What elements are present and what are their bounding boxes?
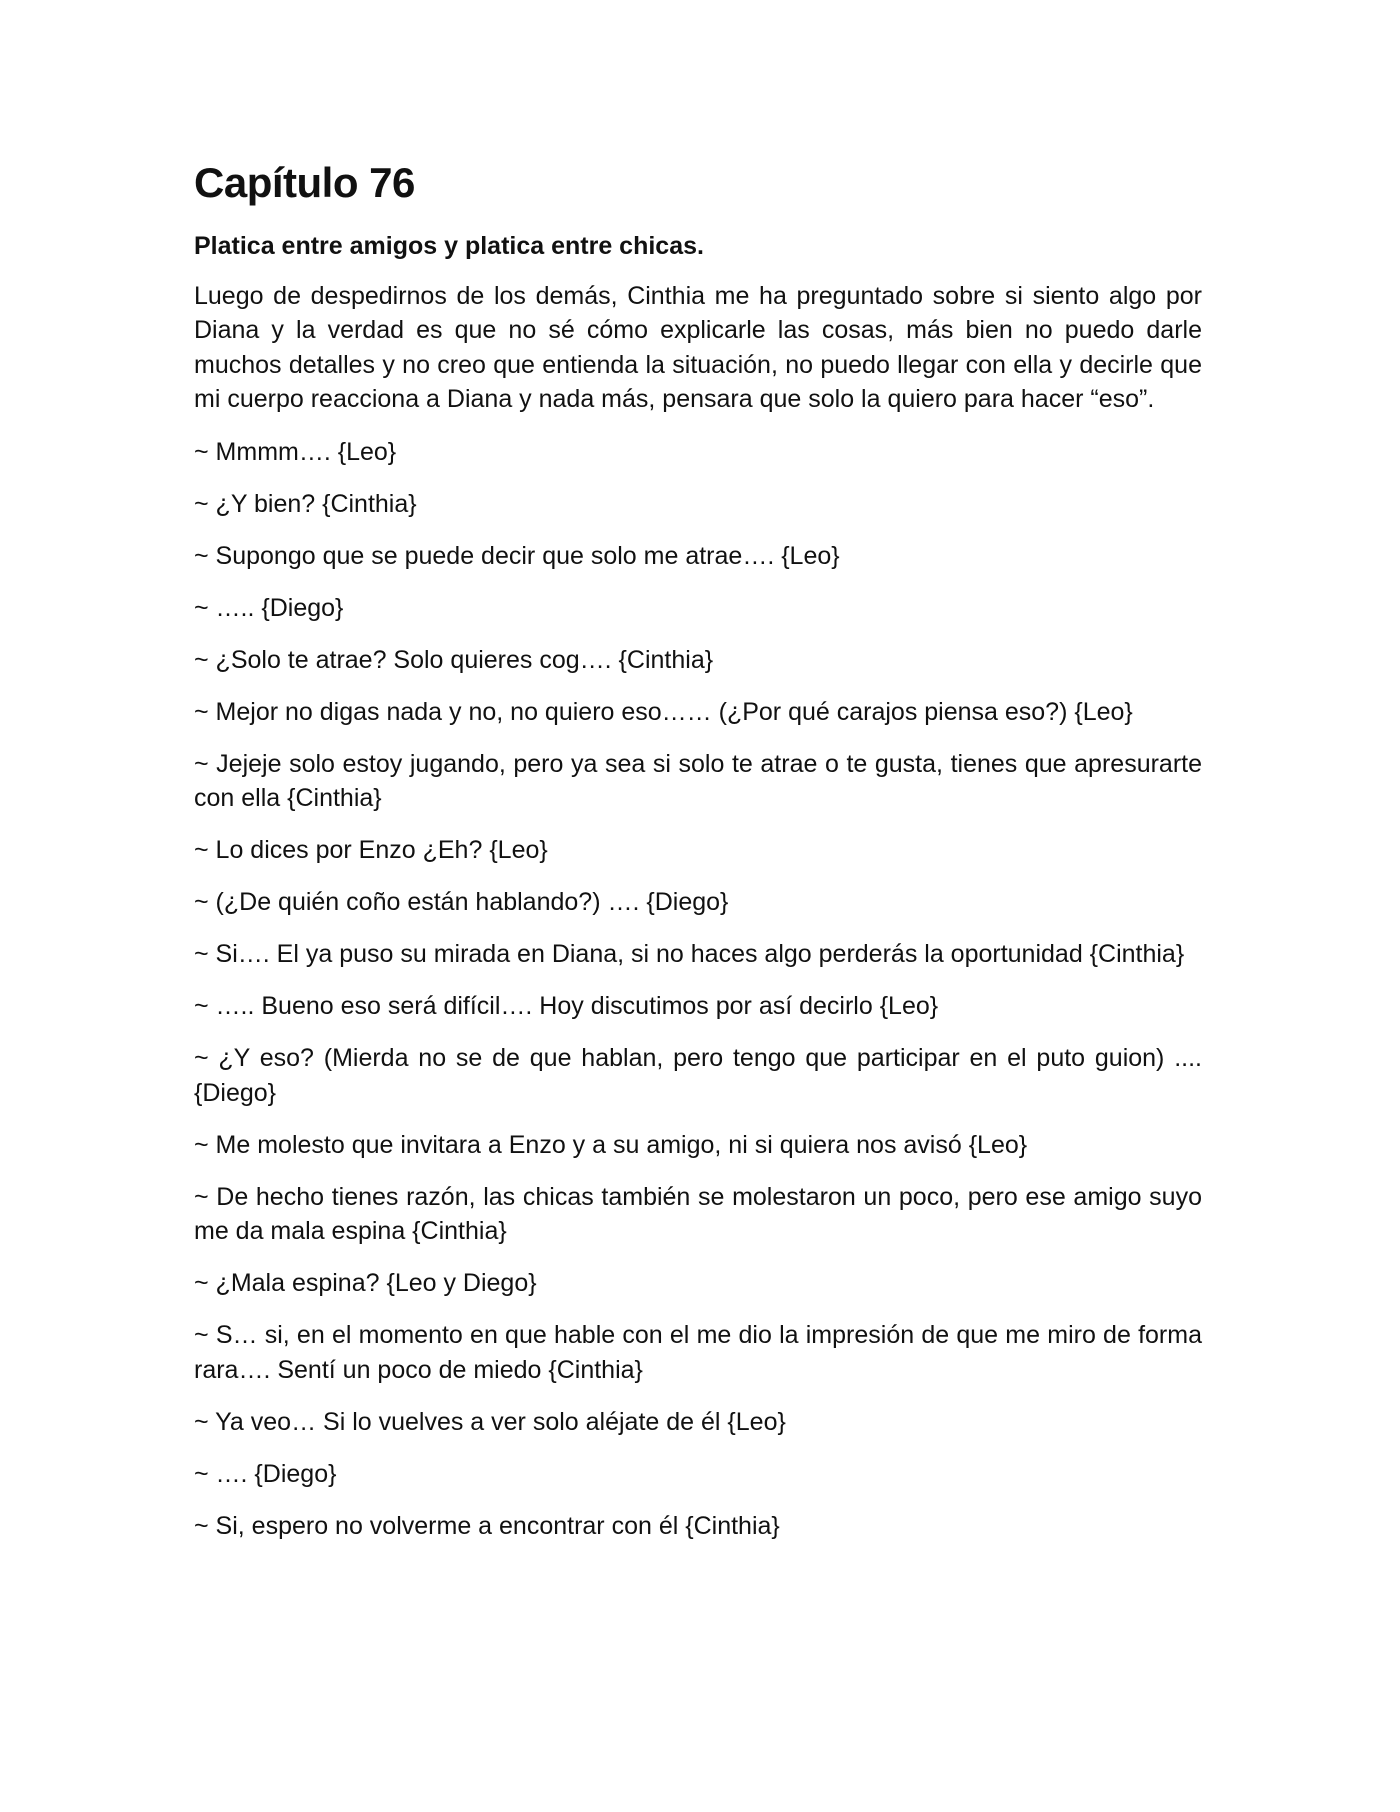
dialogue-line: ~ Si…. El ya puso su mirada en Diana, si no haces algo perderás la oportunidad {Cinthia}: [194, 940, 1185, 969]
document-page: [194, 158, 1202, 1561]
chapter-subtitle: Platica entre amigos y platica entre chicas.: [194, 232, 704, 261]
dialogue-line: ~ Si, espero no volverme a encontrar con él {Cinthia}: [194, 1511, 780, 1540]
dialogue-line: ~ Jejeje solo estoy jugando, pero ya sea si solo te atrae o te gusta, tienes que apresurarte con ella {Cinthia}: [194, 749, 1202, 813]
dialogue-line: ~ ¿Y eso? (Mierda no se de que hablan, pero tengo que participar en el puto guion) .... {Diego}: [194, 1044, 1202, 1107]
dialogue-line: ~ ¿Mala espina? {Leo y Diego}: [194, 1269, 537, 1298]
dialogue-list: [194, 435, 1202, 1544]
intro-paragraph: Luego de despedirnos de los demás, Cinthia me ha preguntado sobre si siento algo por Diana y la verdad es que no sé cómo explicarle las cosas, más bien no puedo darle muchos detalles y no creo que entienda la situación, no puedo llegar con ella y decirle que mi cuerpo reacciona a Diana y nada más, pensara que solo la quiero para hacer “eso”.: [194, 281, 1202, 414]
dialogue-line: ~ Lo dices por Enzo ¿Eh? {Leo}: [194, 836, 548, 865]
dialogue-line: ~ (¿De quién coño están hablando?) …. {Diego}: [194, 888, 729, 917]
dialogue-line: ~ Ya veo… Si lo vuelves a ver solo aléjate de él {Leo}: [194, 1407, 786, 1436]
dialogue-line: ~ ….. {Diego}: [194, 593, 344, 622]
chapter-title: Capítulo 76: [194, 159, 415, 206]
dialogue-line: ~ S… si, en el momento en que hable con el me dio la impresión de que me miro de forma rara…. Sentí un poco de miedo {Cinthia}: [194, 1321, 1202, 1384]
dialogue-line: ~ …. {Diego}: [194, 1459, 337, 1488]
dialogue-line: ~ Me molesto que invitara a Enzo y a su amigo, ni si quiera nos avisó {Leo}: [194, 1130, 1028, 1159]
dialogue-line: ~ Mejor no digas nada y no, no quiero eso…… (¿Por qué carajos piensa eso?) {Leo}: [194, 697, 1133, 726]
dialogue-line: ~ De hecho tienes razón, las chicas también se molestaron un poco, pero ese amigo suyo me da mala espina {Cinthia}: [194, 1182, 1202, 1246]
dialogue-line: ~ Mmmm…. {Leo}: [194, 437, 397, 466]
dialogue-line: ~ ¿Y bien? {Cinthia}: [194, 489, 417, 518]
dialogue-line: ~ Supongo que se puede decir que solo me atrae…. {Leo}: [194, 541, 840, 570]
dialogue-line: ~ ….. Bueno eso será difícil…. Hoy discutimos por así decirlo {Leo}: [194, 992, 939, 1021]
dialogue-line: ~ ¿Solo te atrae? Solo quieres cog…. {Cinthia}: [194, 645, 714, 674]
